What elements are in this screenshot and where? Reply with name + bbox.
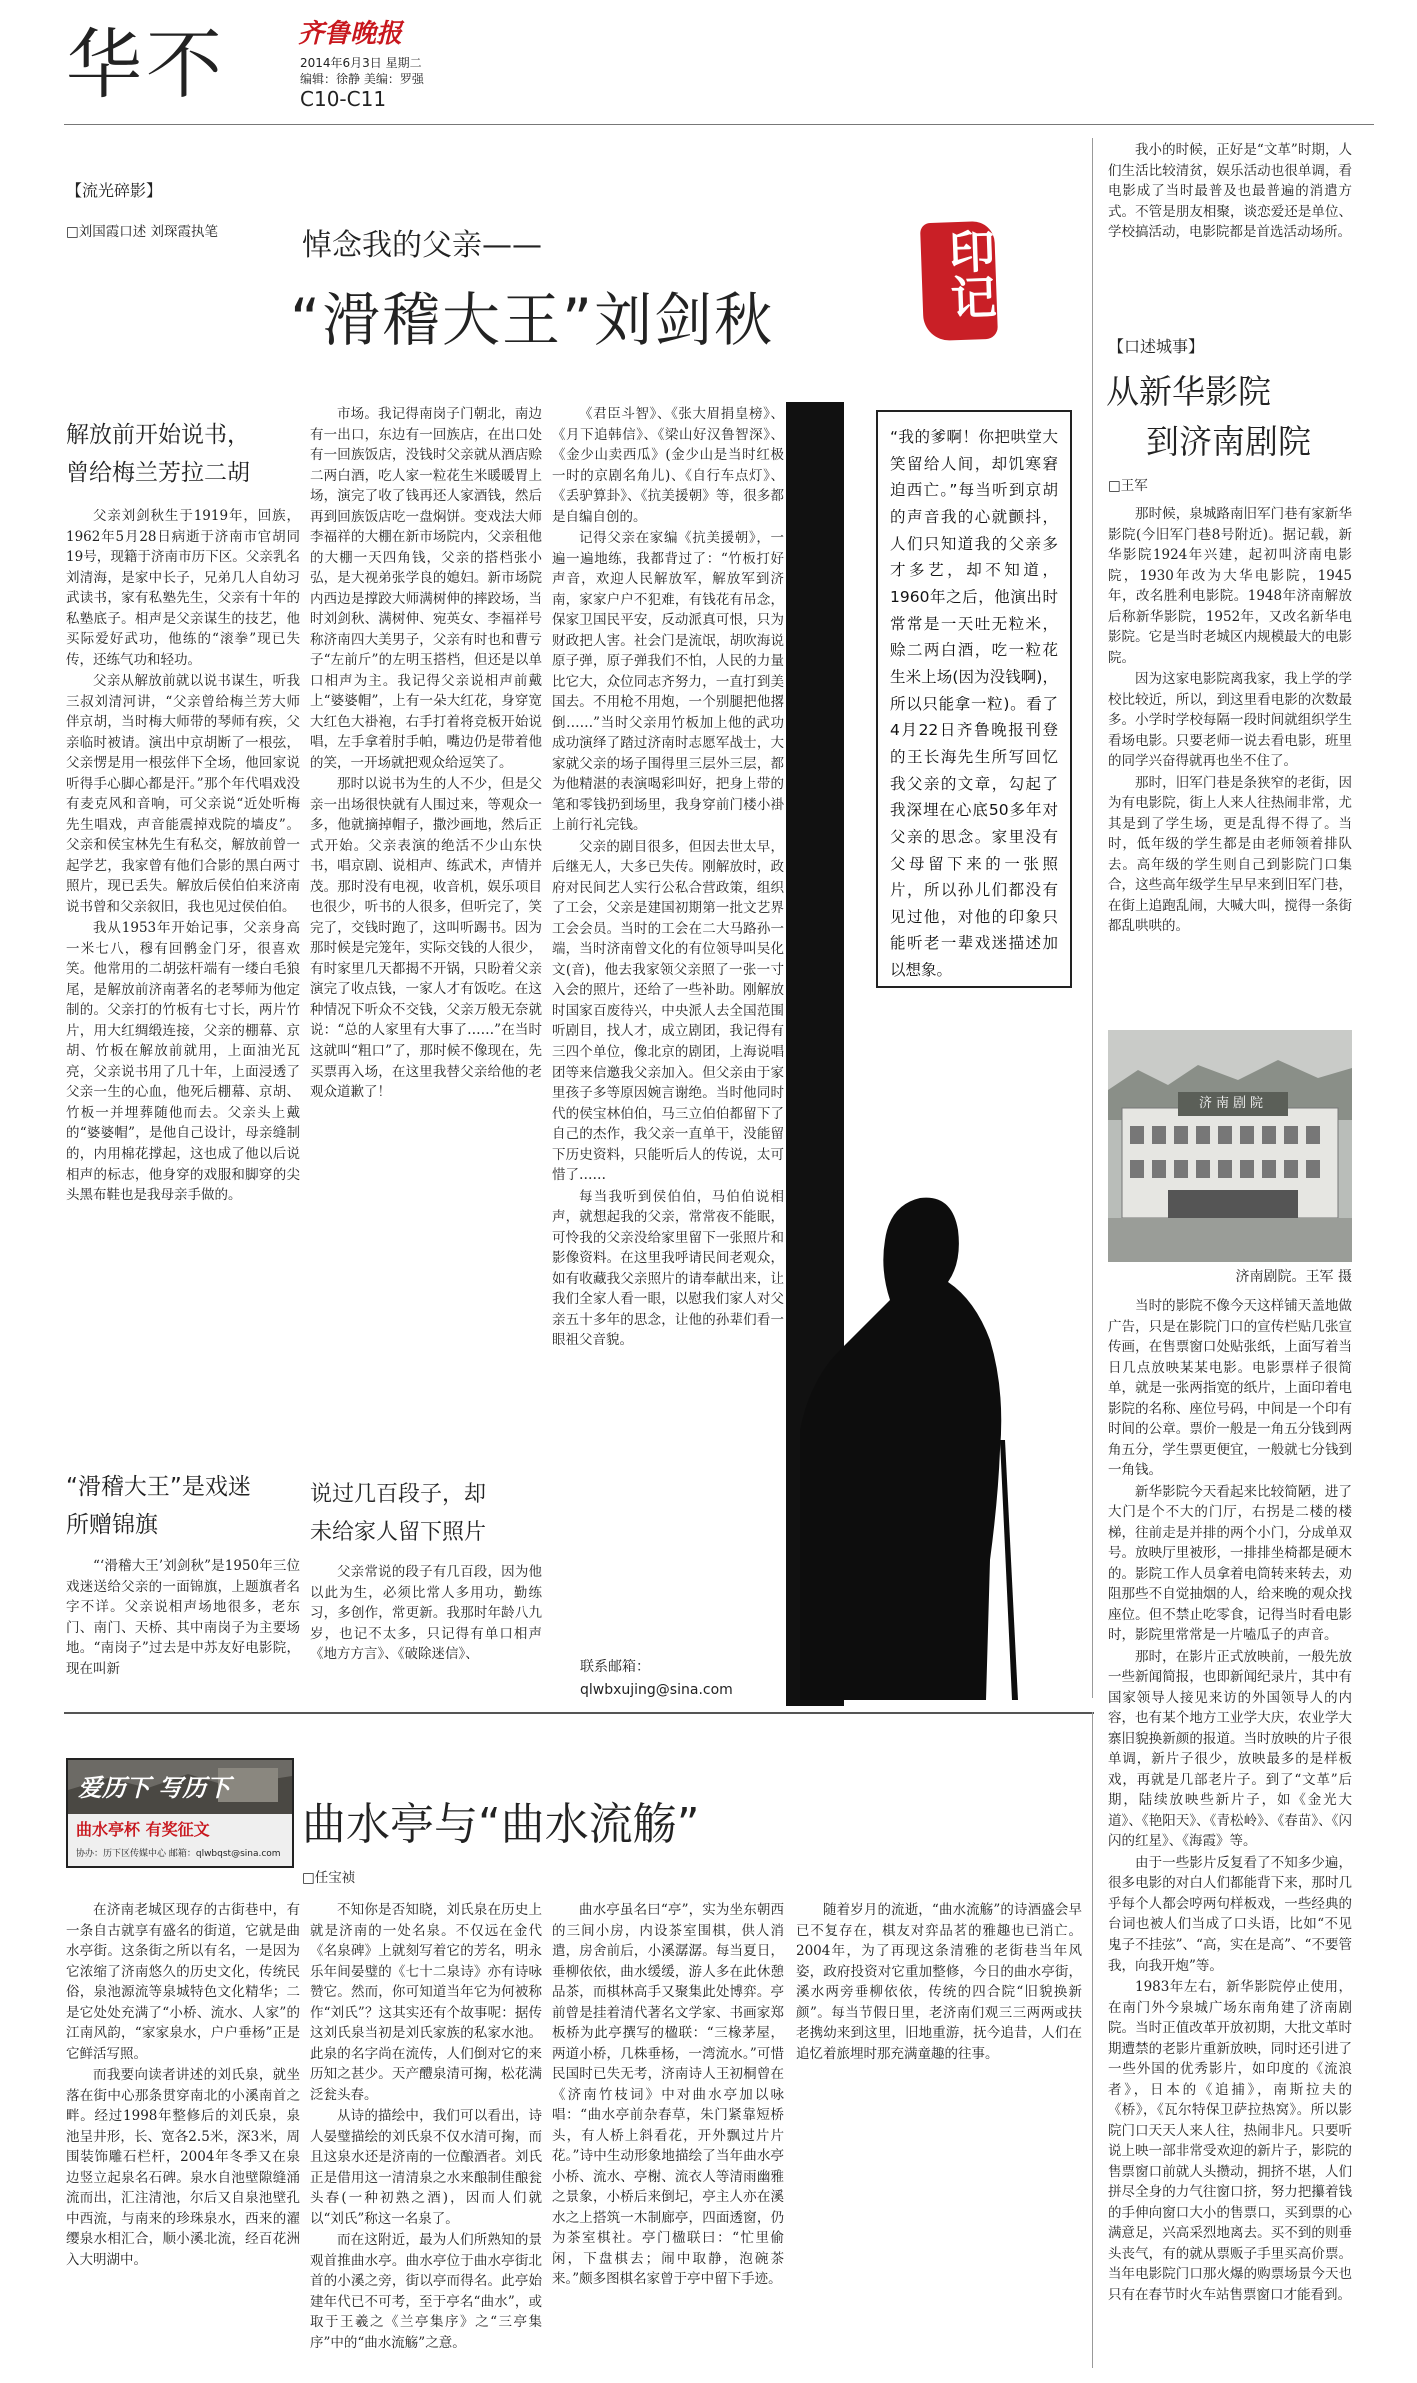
feature-byline: □刘国霞口述 刘琛霞执笔: [66, 224, 219, 240]
qsh-column-4: [796, 1900, 1082, 2370]
cinema-intro: [1108, 140, 1352, 324]
seal-text: 印记: [941, 226, 999, 321]
column-tag: 【流光碎影】: [66, 181, 163, 200]
photo-caption: 济南剧院。王军 摄: [1235, 1269, 1352, 1285]
paragraph: 曲水亭虽名曰“亭”，实为坐东朝西的三间小房，内设茶室围棋，供人消遣，房舍前后，小溪潺潺。每当夏日，垂柳依依，曲水缓缓，游人多在此休憩品茶，而棋林高手又聚集此处博弈。亭前曾是挂着清代著名文学家、书画家郑板桥为此亭撰写的楹联：“三椽茅屋，两道小桥，几株垂杨，一湾流水。”可惜民国时已失无考，济南诗人王初桐曾在《济南竹枝词》中对曲水亭加以咏唱：“曲水亭前杂春草，朱门紧靠短桥头，有人桥上斜看花，开外飘过片片花。”诗中生动形象地描绘了当年曲水亭小桥、流水、亭榭、流衣人等清雨幽雅之景象，小桥后来倒圮，亭主人亦在溪水之上搭筑一木制廊亭，四面透窗，仍为茶室棋社。亭门楹联曰：“忙里偷闲，下盘棋去；闹中取静，泡碗茶来。”颇多图棋名家曾于亭中留下手迹。: [552, 1902, 784, 2288]
newspaper-logo: 齐鲁晚报: [298, 19, 403, 49]
feature-kicker: 悼念我的父亲——: [302, 228, 542, 263]
cinema-column-tag: 【口述城事】: [1108, 337, 1205, 356]
subhead-3a: 说过几百段子，却: [310, 1482, 487, 1507]
quote-text: “我的爹啊！你把哄堂大笑留给人间，却饥寒窘迫西亡。”每当听到京胡的声音我的心就颤抖，人们只知道我的父亲多才多艺，却不知道，1960年之后，他演出时常常是一天吐无粒米，赊二两白酒，吃一粒花生米上场(因为没钱啊)，所以只能拿一粒)。看了4月22日齐鲁晚报刊登的王长海先生所写回忆我父亲的文章，勾起了我深埋在心底50多年对父亲的思念。家里没有父母留下来的一张照片，所以孙儿们都没有见过他，对他的印象只能听老一辈戏迷描述加以想象。: [890, 428, 1058, 980]
paragraph: 因为这家电影院离我家，我上学的学校比较近，所以，到这里看电影的次数最多。小学时学校每隔一段时间就组织学生看场电影。只要老师一说去看电影，班里的同学兴奋得就再也坐不住了。: [1108, 671, 1352, 770]
theater-photo: [1108, 1030, 1352, 1262]
seal-stamp: [920, 221, 998, 342]
paragraph: 市场。我记得南岗子门朝北，南边有一出口，东边有一回族店，在出口处有一回族饭店，没钱时父亲就从酒店赊二两白酒，吃人家一粒花生米暖暖胃上场，演完了收了钱再还人家酒钱，然后再到回族饭店吃一盘焖饼。变戏法大师李福祥的大棚在新市场院内，父亲租他的大棚一天四角钱，父亲的搭档张小弘，是大视弟张学良的媳妇。新市场院内西边是撑跤大师满树伸的摔跤场，当时刘剑秋、满树伸、宛英女、李福祥号称济南四大美男子，父亲有时也和曹亏子“左前斤”的左明玉搭档，但还是以单口相声为主。我记得父亲说相声前戴上“婆婆帽”，上有一朵大红花，身穿宽大红色大褂袍，右手打着将竞板开始说唱，左手拿着肘手帕，嘴边仍是带着他的笑，一开场就把观众给逗笑了。: [310, 406, 542, 771]
paragraph: 父亲常说的段子有几百段，因为他以此为生，必须比常人多用功，勤练习，多创作，常更新。我那时年龄八九岁，也记不太多，只记得有单口相声《地方方言》、《破除迷信》、: [310, 1564, 542, 1663]
paragraph: 由于一些影片反复看了不知多少遍，很多电影的对白人们都能背下来，那时几乎每个人都会哼两句样板戏，一些经典的台词也被人们当成了口头语，比如“不见鬼子不挂弦”、“高，实在是高”、“不要管我，向我开炮”等。: [1108, 1854, 1352, 1974]
feature-column-1b: [66, 1556, 300, 1708]
paragraph: 我从1953年开始记事，父亲身高一米七八，穆有回鹘金门牙，很喜欢笑。他常用的二胡弦杆端有一缕白毛狼尾，是解放前济南著名的老琴师为他定制的。父亲打的竹板有七寸长，两片竹片，用大红绸缎连接，父亲的棚幕、京胡、竹板在解放前就用，上面油光瓦亮，父亲说书用了几十年，上面浸透了父亲一生的心血，他死后棚幕、京胡、竹板一并埋葬随他而去。父亲头上戴的“婆婆帽”，是他自己设计，母亲缝制的，内用棉花撑起，这也成了他以后说相声的标志，他身穿的戏服和脚穿的尖头黑布鞋也是我母亲手做的。: [66, 920, 300, 1204]
banner-contest-name: 曲水亭杯 有奖征文: [76, 1820, 210, 1839]
paragraph: 每当我听到侯伯伯，马伯伯说相声，就想起我的父亲，常常夜不能眠，可怜我的父亲没给家里留下一张照片和影像资料。在这里我呼请民间老观众，如有收藏我父亲照片的请奉献出来，让我们全家人看一眼，以慰我们家人对父亲五十多年的思念，让他的孙辈们看一眼祖父音貌。: [552, 1188, 784, 1349]
contest-banner: [66, 1758, 294, 1868]
feature-column-1: [66, 506, 300, 1552]
paragraph: 而我要向读者讲述的刘氏泉，就坐落在街中心那条贯穿南北的小溪南首之畔。经过1998年整修后的刘氏泉，泉池呈井形，长、宽各2.5米，深3米，周围装饰雕石栏杆，2004年冬季又在泉边竖立起泉名石碑。泉水自池壁隙缝涌流而出，汇注清池，尔后又自泉池壁孔中西流，与南来的珍珠泉水，西来的濯缨泉水相汇合，顺小溪北流，经百花洲入大明湖中。: [66, 2067, 300, 2268]
subhead-2a: “滑稽大王”是戏迷: [66, 1474, 251, 1500]
paragraph: 记得父亲在家编《抗美援朝》，一遍一遍地练，我都背过了：“竹板打好声音，欢迎人民解放军，解放军到济南，家家户户不犯难，有钱花有吊念，保家卫国民平安，反动派真可恨，只为财政把人害。社会门是流氓，胡吹海说原子弹，原子弹我们不怕，人民的力量比它大，众位同志齐努力，一直打到美国去。不用枪不用炮，一个别腿把他撂倒……”当时父亲用竹板加上他的武功成功演绎了踏过济南时志愿军战士，大家就父亲的场子围得里三层外三层，都为他精湛的表演喝彩叫好，把身上带的笔和零钱扔到场里，我身穿前门楼小褂上前行礼完钱。: [552, 530, 784, 834]
paragraph: 那时，在影片正式放映前，一般先放一些新闻简报，也即新闻纪录片，其中有国家领导人接见来访的外国领导人的内容，也有某个地方工业学大庆，农业学大寨旧貌换新颜的报道。当时放映的片子很单调，新片子很少，放映最多的是样板戏，再就是几部老片子。到了“文革”后期，陆续放映些新片子，如《金光大道》、《艳阳天》、《青松岭》、《春苗》、《闪闪的红星》、《海霞》等。: [1108, 1648, 1352, 1850]
paragraph: 在济南老城区现存的古街巷中，有一条自古就享有盛名的街道，它就是曲水亭街。这条街之所以有名，一是因为它浓缩了济南悠久的历史文化，传统民俗，泉池源流等泉城特色文化精华；二是它处处充满了“小桥、流水、人家”的江南风韵，“家家泉水，户户垂杨”正是它鲜活写照。: [66, 1902, 300, 2062]
banner-photo: [68, 1760, 292, 1814]
cinema-column-2: [1108, 1296, 1352, 2378]
banner-sponsor: 协办：历下区传媒中心 邮箱：qlwbqst@sina.com: [76, 1849, 281, 1859]
banner-slogan: 爱历下 写历下: [78, 1773, 231, 1802]
contact-email: 联系邮箱：qlwbxujing@sina.com: [580, 1659, 733, 1698]
feature-column-2b: [310, 1562, 542, 1708]
paragraph: 那时候，泉城路南旧军门巷有家新华影院(今旧军门巷8号附近)。据记载，新华影院1924年兴建，起初叫济南电影院，1930年改为大华电影院，1945年，改名胜利电影院。1948年济南解放后称新华影院，1952年，又改名新华电影院。它是当时老城区内规模最大的电影院。: [1108, 506, 1352, 666]
subhead-1b: 曾给梅兰芳拉二胡: [66, 460, 250, 486]
page-numbers: C10-C11: [300, 87, 387, 111]
feature-column-2: [310, 404, 542, 1474]
silhouette-photo: [800, 1000, 1070, 1700]
paragraph: 我小的时候，正好是“文革”时期，人们生活比较清贫，娱乐活动也很单调，看电影成了当时最普及也最普遍的消遣方式。不管是朋友相聚，谈恋爱还是单位、学校搞活动，电影院都是首选活动场所。: [1108, 142, 1352, 241]
column-divider: [1092, 138, 1093, 1698]
editors: 编辑：徐静 美编：罗强: [300, 72, 424, 86]
qsh-column-3: [552, 1900, 784, 2370]
subhead-1a: 解放前开始说书，: [66, 422, 250, 448]
paragraph: 而在这附近，最为人们所熟知的景观首推曲水亭。曲水亭位于曲水亭街北首的小溪之旁，街以亭而得名。此亭始建年代已不可考，至于亭名“曲水”，或取于王羲之《兰亭集序》之“三亭集序”中的“曲水流觞”之意。: [310, 2232, 542, 2351]
qsh-column-2: [310, 1900, 542, 2370]
cinema-title-1: 从新华影院: [1106, 372, 1271, 411]
feature-title: “滑稽大王”刘剑秋: [290, 286, 775, 354]
subhead-3b: 未给家人留下照片: [310, 1520, 487, 1545]
paragraph: 父亲刘剑秋生于1919年，回族，1962年5月28日病逝于济南市官胡同19号，现籍于济南市历下区。父亲乳名刘清海，是家中长子，兄弟几人自幼习武读书，家有私塾先生，父亲有十年的私塾底子。相声是父亲谋生的技艺，他买际爱好武功，他练的“滚拳”现已失传，还练气功和轻功。: [66, 508, 300, 668]
quzhuting-byline: □任宝祯: [302, 1870, 356, 1886]
qsh-column-1: [66, 1900, 300, 2370]
paragraph: 父亲的剧目很多，但因去世太早，后继无人，大多已失传。刚解放时，政府对民间艺人实行公私合营政策，组织了工会，父亲是建国初期第一批文艺界工会会员。当时的工会在二大马路孙一端，当时济南曾文化的有位领导叫吴化文(音)，他去我家领父亲照了一张一寸入会的照片，还给了一些补助。刚解放时国家百废待兴，中央派人去全国范围听剧目，找人才，成立剧团，我记得有三四个单位，像北京的剧团，上海说唱团等来信邀我父亲加入。但父亲由于家里孩子多等原因婉言谢绝。当时他同时代的侯宝林伯伯，马三立伯伯都留下了自己的杰作，我父亲一直单干，没能留下历史资料，只能听后人的传说，太可惜了……: [552, 838, 784, 1184]
column-divider-bottom: [1092, 1712, 1093, 2368]
theater-sign: 济南剧院: [1198, 1096, 1267, 1111]
old-man-silhouette: [800, 1000, 1070, 1700]
quote-box: [876, 410, 1072, 988]
masthead-rule: [64, 124, 1374, 125]
section-divider: [64, 1712, 1094, 1714]
theater-building-illustration: [1108, 1030, 1352, 1262]
paragraph: “‘滑稽大王’刘剑秋”是1950年三位戏迷送给父亲的一面锦旗，上题旗者名字不详。父亲说相声场地很多，老东门、南门、天桥、其中南岗子为主要场地。“南岗子”过去是中苏友好电影院，现在叫新: [66, 1558, 300, 1677]
issue-date: 2014年6月3日 星期二: [300, 56, 422, 70]
paragraph: 从诗的描绘中，我们可以看出，诗人晏璧描绘的刘氏泉不仅水清可掬，而且这泉水还是济南的一位酿酒者。刘氏正是借用这一清清泉之水来酿制佳酿瓮头春(一种初熟之酒)，因而人们就以“刘氏”称这一名泉了。: [310, 2108, 542, 2227]
paragraph: 新华影院今天看起来比较简陋，进了大门是个不大的门厅，右拐是二楼的楼梯，往前走是并排的两个小门，分成单双号。放映厅里被形，一排排坐椅都是硬木的。影院工作人员拿着电筒转来转去，劝阻那些不自觉抽烟的人，给来晚的观众找座位。但不禁止吃零食，记得当时看电影时，影院里常常是一片嗑瓜子的声音。: [1108, 1483, 1352, 1644]
feature-column-3: [552, 404, 784, 1654]
paragraph: 当时的影院不像今天这样铺天盖地做广告，只是在影院门口的宣传栏贴几张宣传画，在售票窗口处贴张纸，上面写着当日几点放映某某电影。电影票样子很简单，就是一张两指宽的纸片，上面印着电影院的名称、座位号码，中间是一个印有时间的公章。票价一般是一角五分钱到两角五分，学生票更便宜，一般就七分钱到一角钱。: [1108, 1298, 1352, 1479]
paragraph: 那时以说书为生的人不少，但是父亲一出场很快就有人围过来，等观众一多，他就摘掉帽子，撒沙画地，然后正式开始。父亲表演的绝活不少山东快书，唱京剧、说相声、练武术，声情并茂。那时没有电视，收音机，娱乐项目也很少，听书的人很多，但听完了，笑完了，交钱时跑了，这叫听踢书。因为那时候是完笼年，实际交钱的人很少，有时家里几天都揭不开锅，只盼着父亲演完了收点钱，一家人才有饭吃。在这种情况下听众不交钱，父亲万般无奈就说：“总的人家里有大事了……”在当时这就叫“粗口”了，那时候不像现在，先买票再入场，在这里我替父亲给他的老观众道歉了！: [310, 776, 542, 1101]
quzhuting-title: 曲水亭与“曲水流觞”: [302, 1799, 700, 1850]
paragraph: 《君臣斗智》、《张大眉捐皇榜》、《月下追韩信》、《梁山好汉鲁智深》、《金少山卖西瓜》(金少山是当时红极一时的京剧名角儿)、《自行车点灯》、《丢驴算卦》、《抗美援朝》等，很多都是自编自创的。: [552, 406, 784, 525]
paragraph: 不知你是否知晓，刘氏泉在历史上就是济南的一处名泉。不仅远在金代《名泉碑》上就刻写着它的芳名，明永乐年间晏璧的《七十二泉诗》亦有诗咏赞它。然而，你可知道当年它为何被称作“刘氏”？这其实还有个故事呢：据传这刘氏泉当初是刘氏家族的私家水池。此泉的名字尚在流传，人们倒对它的来历知之甚少。天产醴泉清可掬，松花满泛瓮头春。: [310, 1902, 542, 2103]
section-title: 华不: [66, 20, 226, 109]
subhead-2b: 所赠锦旗: [66, 1512, 158, 1538]
paragraph: 那时，旧军门巷是条狭窄的老街，因为有电影院，街上人来人往热闹非常，尤其是到了学生场，更是乱得不得了。当时，低年级的学生都是由老师领着排队去。高年级的学生则自己到影院门口集合，这些高年级学生早早来到旧军门巷，在街上追跑乱闹，大喊大叫，搅得一条街都乱哄哄的。: [1108, 774, 1352, 935]
cinema-byline: □王军: [1108, 478, 1148, 494]
cinema-title-2: 到济南剧院: [1146, 422, 1311, 461]
paragraph: 1983年左右，新华影院停止使用，在南门外今泉城广场东南角建了济南剧院。当时正值改革开放初期，大批文革时期遭禁的老影片重新放映，同时还引进了一些外国的优秀影片，如印度的《流浪者》，日本的《追捕》，南斯拉夫的《桥》，《瓦尔特保卫萨拉热窝》。所以影院门口天天人来人往，热闹非凡。只要听说上映一部非常受欢迎的新片子，影院的售票窗口前就人头攒动，拥挤不堪，人们拼尽全身的力气往窗口挤，努力把攥着钱的手伸向窗口大小的售票口，买到票的心满意足，兴高采烈地离去。买不到的则垂头丧气，有的就从票贩子手里买高价票。当年电影院门口那火爆的购票场景今天也只有在春节时火车站售票窗口才能看到。: [1108, 1979, 1352, 2303]
paragraph: 随着岁月的流逝，“曲水流觞”的诗酒盛会早已不复存在，棋友对弈品茗的雅趣也已消亡。2004年，为了再现这条清雅的老街巷当年风姿，政府投资对它重加整修，今日的曲水亭街，溪水两旁垂柳依依，传统的四合院“旧貌换新颜”。每当节假日里，老济南们观三三两两或扶老携幼来到这里，旧地重游，抚今追昔，人们在追忆着旅埋时那充满童趣的往事。: [796, 1902, 1082, 2062]
paragraph: 父亲从解放前就以说书谋生，听我三叔刘清河讲，“父亲曾给梅兰芳大师伴京胡，当时梅大师带的琴师有疾，父亲临时被请。演出中京胡断了一根弦，父亲愣是用一根弦伴下全场，他回家说听得手心脚心都是汗。”那个年代唱戏没有麦克风和音响，可父亲说“近处听梅先生唱戏，声音能震掉戏院的墙皮”。父亲和侯宝林先生有私交，解放前曾一起学艺，我家曾有他们合影的黑白两寸照片，现已丢失。解放后侯伯伯来济南说书曾和父亲叙旧，我也见过侯伯伯。: [66, 673, 300, 915]
cinema-column-1: [1108, 504, 1352, 1024]
